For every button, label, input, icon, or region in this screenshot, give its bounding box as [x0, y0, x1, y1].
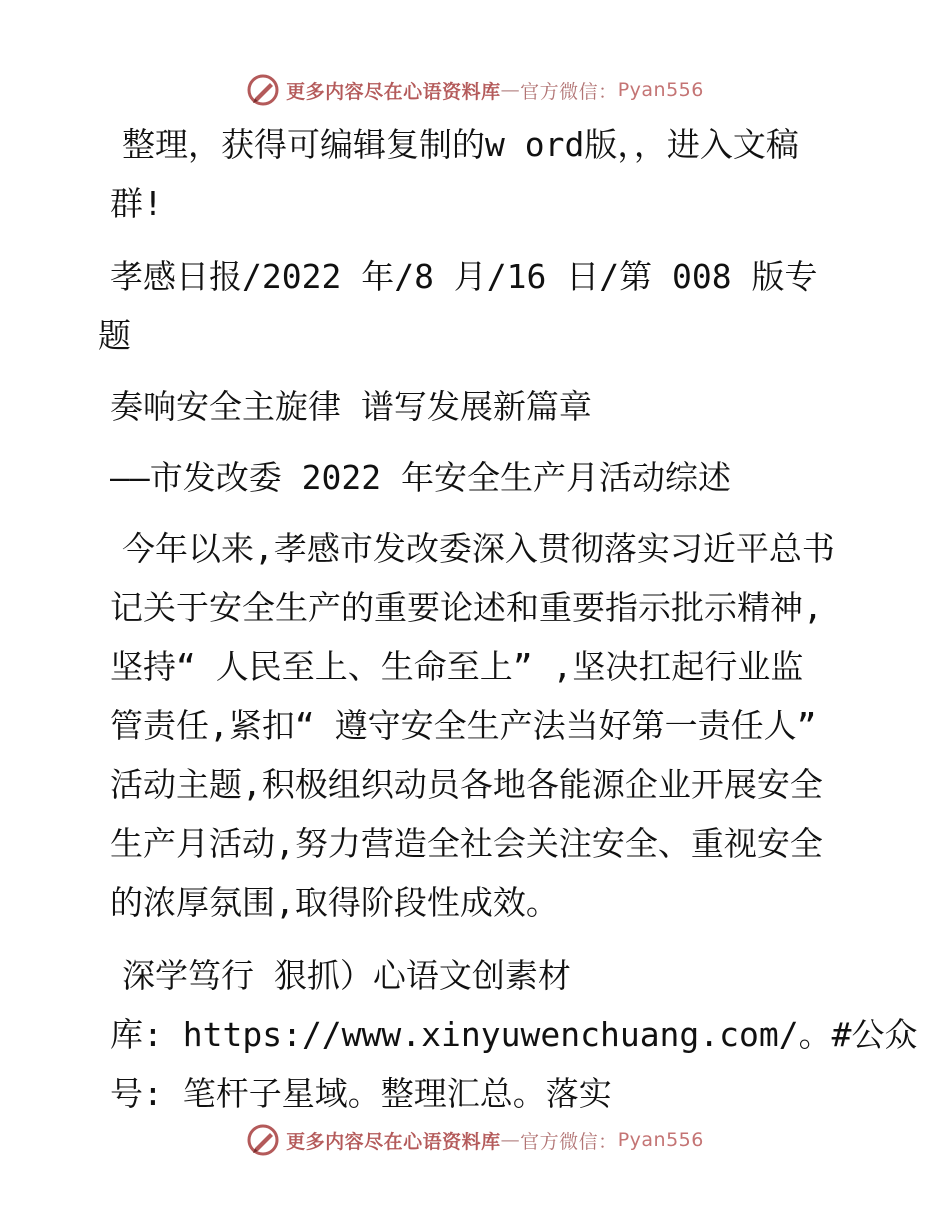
body-line: 管责任,紧扣“ 遵守安全生产法当好第一责任人” — [110, 706, 817, 745]
document-body — [98, 115, 918, 1137]
closing-line-url: 库: https://www.xinyuwenchuang.com/。#公众 — [110, 1015, 918, 1054]
article-subheadline: ——市发改委 2022 年安全生产月活动综述 — [110, 458, 731, 497]
intro-line-2: 群! — [110, 184, 163, 223]
watermark-wechat-id: Pyan556 — [617, 1129, 704, 1151]
body-line: 的浓厚氛围,取得阶段性成效。 — [110, 883, 559, 922]
pen-logo-icon — [246, 73, 280, 107]
watermark-official-label: 官方微信： — [520, 1130, 618, 1153]
closing-paragraph — [98, 946, 918, 1123]
watermark-header — [0, 70, 950, 110]
closing-line: 深学笃行 狠抓）心语文创素材 — [122, 956, 571, 995]
body-line: 记关于安全生产的重要论述和重要指示批示精神, — [110, 588, 823, 627]
watermark-dash: — — [500, 79, 521, 101]
watermark-official-label: 官方微信： — [520, 80, 618, 103]
intro-paragraph — [98, 115, 843, 233]
body-line: 活动主题,积极组织动员各地各能源企业开展安全 — [110, 765, 823, 804]
source-line: 孝感日报/2022 年/8 月/16 日/第 008 版专题 — [98, 257, 818, 355]
watermark-main-text: 更多内容尽在心语资料库 — [286, 80, 501, 103]
intro-line-1: 整理，获得可编辑复制的w ord版，，进入文稿 — [122, 125, 799, 164]
body-paragraph — [98, 519, 843, 932]
body-line: 生产月活动,努力营造全社会关注安全、重视安全 — [110, 824, 823, 863]
watermark-dash: — — [500, 1129, 521, 1151]
body-line: 坚持“ 人民至上、生命至上” ,坚决扛起行业监 — [110, 647, 804, 686]
pen-logo-icon — [246, 1123, 280, 1157]
watermark-main-text: 更多内容尽在心语资料库 — [286, 1130, 501, 1153]
watermark-footer — [0, 1120, 950, 1160]
watermark-wechat-id: Pyan556 — [617, 79, 704, 101]
body-line: 今年以来,孝感市发改委深入贯彻落实习近平总书 — [122, 529, 835, 568]
closing-line: 号: 笔杆子星域。整理汇总。落实 — [110, 1074, 612, 1113]
article-headline: 奏响安全主旋律 谱写发展新篇章 — [110, 387, 592, 426]
